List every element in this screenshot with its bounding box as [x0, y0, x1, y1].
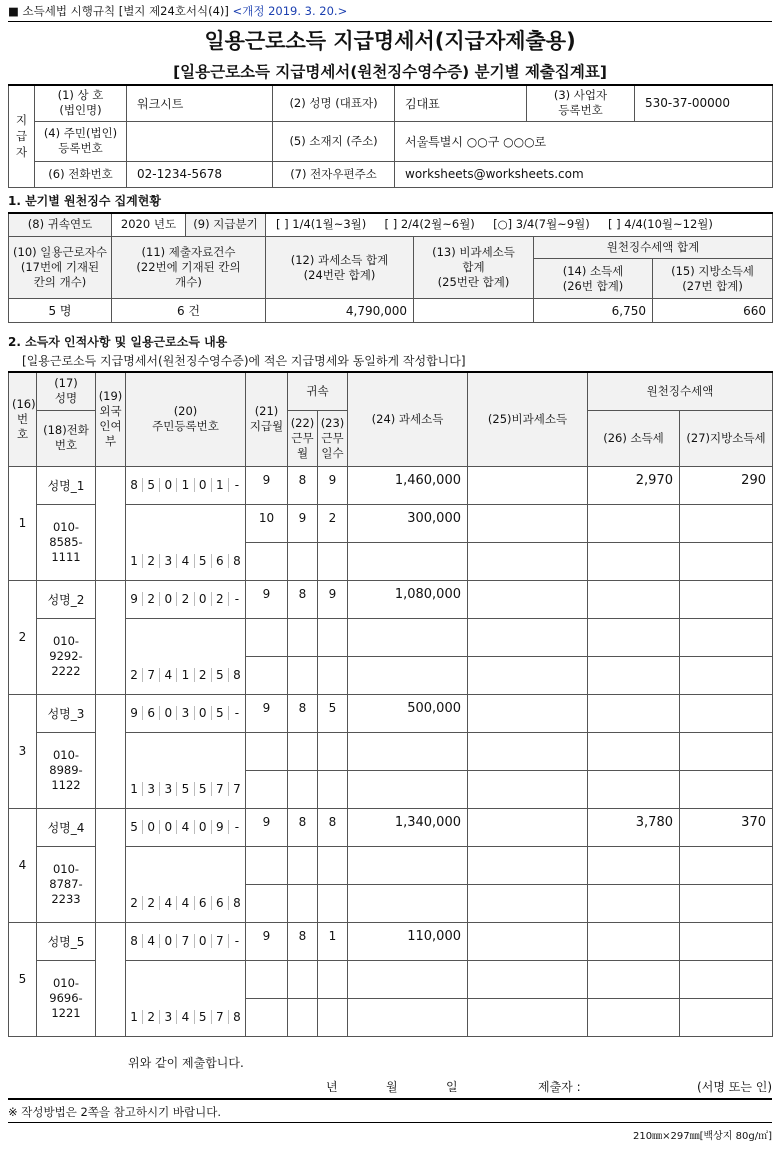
earner-name: 성명_3 [37, 694, 96, 732]
submitter-label: 제출자 : [538, 1080, 581, 1094]
rrn-digit: 7 [211, 1010, 228, 1024]
sign-label[interactable]: (서명 또는 인) [697, 1080, 772, 1094]
nontax-income [468, 884, 588, 922]
work-month [288, 770, 318, 808]
work-month [288, 656, 318, 694]
label-address: (5) 소재지 (주소) [273, 121, 395, 161]
nontax-income [468, 542, 588, 580]
earners-table [8, 371, 773, 1037]
rrn-digit: 7 [142, 668, 159, 682]
rrn-back [126, 618, 246, 694]
local-tax [680, 998, 773, 1036]
rrn-digit: 4 [176, 820, 193, 834]
rrn-front [126, 580, 246, 618]
rrn-digit: 1 [211, 478, 228, 492]
revision-date: <개정 2019. 3. 20.> [232, 4, 348, 18]
pay-month [246, 542, 288, 580]
work-month: 8 [288, 580, 318, 618]
address-value: 서울특별시 ○○구 ○○○로 [395, 121, 773, 161]
label-email: (7) 전자우편주소 [273, 161, 395, 187]
income-tax [588, 504, 680, 542]
payer-side-label: 지급자 [9, 85, 35, 187]
income-tax [588, 732, 680, 770]
rrn-digit: 8 [228, 1010, 245, 1024]
value-11: 6 건 [112, 299, 266, 323]
local-tax: 290 [680, 466, 773, 504]
income-tax [588, 618, 680, 656]
rrn-digit: 6 [211, 554, 228, 568]
work-month [288, 998, 318, 1036]
rrn-digit: 8 [228, 668, 245, 682]
form-title: 일용근로소득 지급명세서(지급자제출용) [204, 29, 576, 53]
work-month [288, 618, 318, 656]
pay-month [246, 998, 288, 1036]
earner-name: 성명_1 [37, 466, 96, 504]
header-26: (26) 소득세 [588, 410, 680, 466]
taxable-income: 300,000 [348, 504, 468, 542]
nontax-income [468, 846, 588, 884]
label-company: (1) 상 호 (법인명) [35, 85, 127, 121]
form-subtitle: [일용근로소득 지급명세서(원천징수영수증) 분기별 제출집계표] [173, 63, 607, 81]
rrn-digit: 2 [142, 1010, 159, 1024]
month-label: 월 [386, 1080, 398, 1094]
work-days: 5 [318, 694, 348, 732]
earner-no: 1 [9, 466, 37, 580]
work-days [318, 770, 348, 808]
rrn-digit: 3 [159, 782, 176, 796]
work-month [288, 732, 318, 770]
rrn-digit: 0 [194, 478, 211, 492]
value-14: 6,750 [534, 299, 653, 323]
rrn-digit: 0 [194, 706, 211, 720]
rrn-digit: 1 [130, 781, 138, 796]
rrn-digit: - [228, 592, 245, 606]
value-13 [414, 299, 534, 323]
nontax-income [468, 694, 588, 732]
pay-month: 9 [246, 466, 288, 504]
work-month: 8 [288, 466, 318, 504]
section1-title: 1. 분기별 원천징수 집계현황 [8, 193, 161, 208]
taxable-income [348, 656, 468, 694]
taxable-income: 500,000 [348, 694, 468, 732]
value-15: 660 [653, 299, 773, 323]
header-10: (10) 일용근로자수 (17번에 기재된 칸의 개수) [9, 237, 112, 299]
work-days: 9 [318, 466, 348, 504]
income-tax [588, 542, 680, 580]
taxable-income [348, 618, 468, 656]
rrn-digit: 4 [176, 896, 193, 910]
rrn-digit: 9 [130, 592, 138, 606]
pay-month [246, 846, 288, 884]
label-quarter: (9) 지급분기 [186, 213, 266, 237]
earner-phone: 010- 9696- 1221 [37, 960, 96, 1036]
taxable-income [348, 542, 468, 580]
value-10: 5 명 [9, 299, 112, 323]
rrn-digit: 1 [130, 1009, 138, 1024]
header-19: (19) 외국 인여 부 [96, 372, 126, 466]
section2-title: 2. 소득자 인적사항 및 일용근로소득 내용 [8, 335, 228, 349]
bizno-value: 530-37-00000 [635, 85, 773, 121]
work-days [318, 846, 348, 884]
pay-month: 9 [246, 694, 288, 732]
rrn-digit: 0 [142, 820, 159, 834]
header-withholding: 원천징수세액 [588, 372, 773, 410]
rrn-digit: 0 [194, 592, 211, 606]
earners-body [9, 466, 773, 1036]
nontax-income [468, 504, 588, 542]
work-days: 1 [318, 922, 348, 960]
rrn-digit: 8 [228, 896, 245, 910]
local-tax [680, 732, 773, 770]
work-month [288, 960, 318, 998]
header-15: (15) 지방소득세 (27번 합계) [653, 259, 773, 299]
quarter-option-2[interactable]: [ ] 2/4(2월~6월) [384, 217, 475, 232]
rrn-digit: 4 [176, 1010, 193, 1024]
header-18: (18)전화 번호 [37, 410, 96, 466]
nontax-income [468, 998, 588, 1036]
nontax-income [468, 466, 588, 504]
pay-month [246, 770, 288, 808]
local-tax: 370 [680, 808, 773, 846]
rrn-digit: 9 [211, 820, 228, 834]
taxable-income: 1,340,000 [348, 808, 468, 846]
rrn-digit: 8 [228, 554, 245, 568]
earner-foreigner [96, 922, 126, 1036]
rrn-digit: - [228, 820, 245, 834]
earner-phone: 010- 8585- 1111 [37, 504, 96, 580]
rrn-digit: 5 [194, 782, 211, 796]
regulation-line [8, 0, 772, 22]
taxable-income: 1,080,000 [348, 580, 468, 618]
quarter-options [266, 213, 773, 237]
earner-foreigner [96, 466, 126, 580]
rrn-digit: 0 [194, 820, 211, 834]
rrn-digit: 5 [211, 706, 228, 720]
rep-name-value: 김대표 [395, 85, 527, 121]
earner-phone: 010- 8989- 1122 [37, 732, 96, 808]
rrn-digit: 5 [176, 782, 193, 796]
value-12: 4,790,000 [266, 299, 414, 323]
rrn-digit: 9 [130, 706, 138, 720]
rrn-digit: 1 [130, 553, 138, 568]
earner-row [9, 694, 773, 732]
regulation-text: ■ 소득세법 시행규칙 [별지 제24호서식(4)] [8, 4, 229, 18]
earner-foreigner [96, 808, 126, 922]
pay-month [246, 732, 288, 770]
rrn-front [126, 466, 246, 504]
rrn-digit: 0 [159, 820, 176, 834]
header-11: (11) 제출자료건수 (22번에 기재된 칸의 개수) [112, 237, 266, 299]
income-tax [588, 656, 680, 694]
quarter-option-1[interactable]: [ ] 1/4(1월~3월) [276, 217, 367, 232]
taxable-income: 110,000 [348, 922, 468, 960]
work-days: 2 [318, 504, 348, 542]
rrn-digit: 4 [176, 554, 193, 568]
rrn-digit: 7 [211, 934, 228, 948]
phone-value: 02-1234-5678 [127, 161, 273, 187]
rrn-digit: 5 [194, 1010, 211, 1024]
income-tax: 2,970 [588, 466, 680, 504]
rrn-digit: 8 [130, 478, 138, 492]
pay-month: 9 [246, 808, 288, 846]
pay-month [246, 618, 288, 656]
rrn-back [126, 504, 246, 580]
taxable-income [348, 732, 468, 770]
rrn-digit: 3 [142, 782, 159, 796]
income-tax [588, 998, 680, 1036]
rrn-digit: 5 [211, 668, 228, 682]
rrn-back [126, 960, 246, 1036]
rrn-digit: 2 [194, 668, 211, 682]
work-days [318, 884, 348, 922]
rrn-digit: 2 [142, 896, 159, 910]
quarter-option-3[interactable]: [○] 3/4(7월~9월) [493, 217, 590, 232]
header-14: (14) 소득세 (26번 합계) [534, 259, 653, 299]
section2-note: [일용근로소득 지급명세서(원천징수영수증)에 적은 지급명세와 동일하게 작성합니다] [22, 354, 466, 368]
local-tax [680, 884, 773, 922]
payer-table [8, 84, 773, 188]
label-bizno: (3) 사업자 등록번호 [527, 85, 635, 121]
rrn-digit: 0 [159, 478, 176, 492]
rrn-digit: 5 [194, 554, 211, 568]
nontax-income [468, 960, 588, 998]
regno-value [127, 121, 273, 161]
nontax-income [468, 922, 588, 960]
work-month: 8 [288, 808, 318, 846]
nontax-income [468, 656, 588, 694]
income-tax [588, 846, 680, 884]
rrn-digit: 3 [159, 1010, 176, 1024]
earner-phone: 010- 8787- 2233 [37, 846, 96, 922]
rrn-digit: 0 [194, 934, 211, 948]
rrn-digit: 4 [142, 934, 159, 948]
taxable-income [348, 846, 468, 884]
rrn-digit: 2 [142, 554, 159, 568]
rrn-digit: 3 [176, 706, 193, 720]
income-tax [588, 884, 680, 922]
income-tax [588, 960, 680, 998]
rrn-digit: - [228, 478, 245, 492]
rrn-digit: 6 [194, 896, 211, 910]
earner-no: 3 [9, 694, 37, 808]
rrn-back [126, 846, 246, 922]
local-tax [680, 504, 773, 542]
header-17: (17) 성명 [37, 372, 96, 410]
rrn-digit: 4 [159, 668, 176, 682]
pay-month [246, 960, 288, 998]
work-month [288, 884, 318, 922]
header-13: (13) 비과세소득 합계 (25번란 합계) [414, 237, 534, 299]
income-tax [588, 770, 680, 808]
year-label: 년 [326, 1080, 338, 1094]
taxable-income: 1,460,000 [348, 466, 468, 504]
header-withholding-total: 원천징수세액 합계 [534, 237, 773, 259]
label-rep-name: (2) 성명 (대표자) [273, 85, 395, 121]
earner-name: 성명_5 [37, 922, 96, 960]
earner-no: 4 [9, 808, 37, 922]
income-tax [588, 694, 680, 732]
local-tax [680, 770, 773, 808]
rrn-digit: 6 [211, 896, 228, 910]
income-tax: 3,780 [588, 808, 680, 846]
work-days: 8 [318, 808, 348, 846]
rrn-digit: 7 [211, 782, 228, 796]
rrn-digit: 7 [228, 782, 245, 796]
rrn-digit: - [228, 706, 245, 720]
nontax-income [468, 618, 588, 656]
nontax-income [468, 580, 588, 618]
local-tax [680, 922, 773, 960]
nontax-income [468, 732, 588, 770]
company-value: 워크시트 [127, 85, 273, 121]
pay-month [246, 884, 288, 922]
rrn-digit: 6 [142, 706, 159, 720]
rrn-digit: 2 [130, 667, 138, 682]
email-value: worksheets@worksheets.com [395, 161, 773, 187]
income-tax [588, 580, 680, 618]
earner-row [9, 922, 773, 960]
submit-text: 위와 같이 제출합니다. [128, 1056, 244, 1070]
earner-name: 성명_4 [37, 808, 96, 846]
rrn-digit: 3 [159, 554, 176, 568]
header-16: (16) 번 호 [9, 372, 37, 466]
earner-foreigner [96, 694, 126, 808]
header-21: (21) 지급월 [246, 372, 288, 466]
pay-month [246, 656, 288, 694]
header-12: (12) 과세소득 합계 (24번란 합계) [266, 237, 414, 299]
work-month: 8 [288, 922, 318, 960]
rrn-front [126, 694, 246, 732]
earner-name: 성명_2 [37, 580, 96, 618]
work-month: 8 [288, 694, 318, 732]
earner-row [9, 466, 773, 504]
rrn-front [126, 922, 246, 960]
header-27: (27)지방소득세 [680, 410, 773, 466]
rrn-back [126, 732, 246, 808]
rrn-front [126, 808, 246, 846]
local-tax [680, 618, 773, 656]
rrn-digit: 5 [130, 820, 138, 834]
work-month: 9 [288, 504, 318, 542]
taxable-income [348, 884, 468, 922]
rrn-digit: 0 [159, 706, 176, 720]
nontax-income [468, 808, 588, 846]
label-phone: (6) 전화번호 [35, 161, 127, 187]
rrn-digit: 2 [211, 592, 228, 606]
taxable-income [348, 960, 468, 998]
rrn-digit: 4 [159, 896, 176, 910]
summary-table [8, 212, 773, 324]
header-20: (20) 주민등록번호 [126, 372, 246, 466]
rrn-digit: 2 [130, 895, 138, 910]
header-25: (25)비과세소득 [468, 372, 588, 466]
rrn-digit: 0 [159, 592, 176, 606]
header-23: (23) 근무 일수 [318, 410, 348, 466]
work-days [318, 618, 348, 656]
label-regno: (4) 주민(법인) 등록번호 [35, 121, 127, 161]
work-days [318, 542, 348, 580]
rrn-digit: 1 [176, 478, 193, 492]
pay-month: 10 [246, 504, 288, 542]
work-days [318, 998, 348, 1036]
header-belong: 귀속 [288, 372, 348, 410]
pay-month: 9 [246, 922, 288, 960]
earner-foreigner [96, 580, 126, 694]
taxable-income [348, 770, 468, 808]
income-tax [588, 922, 680, 960]
rrn-digit: 2 [176, 592, 193, 606]
local-tax [680, 542, 773, 580]
header-22: (22) 근무 월 [288, 410, 318, 466]
earner-no: 5 [9, 922, 37, 1036]
rrn-digit: 7 [176, 934, 193, 948]
nontax-income [468, 770, 588, 808]
day-label: 일 [446, 1080, 458, 1094]
work-month [288, 542, 318, 580]
rrn-digit: 2 [142, 592, 159, 606]
date-sign-line [8, 1076, 772, 1098]
taxable-income [348, 998, 468, 1036]
local-tax [680, 694, 773, 732]
rrn-digit: 5 [142, 478, 159, 492]
rrn-digit: - [228, 934, 245, 948]
rrn-digit: 1 [176, 668, 193, 682]
work-days [318, 960, 348, 998]
work-days [318, 656, 348, 694]
work-month [288, 846, 318, 884]
local-tax [680, 960, 773, 998]
local-tax [680, 846, 773, 884]
local-tax [680, 580, 773, 618]
label-year: (8) 귀속연도 [9, 213, 112, 237]
earner-no: 2 [9, 580, 37, 694]
year-value: 2020 년도 [112, 213, 186, 237]
earner-row [9, 808, 773, 846]
quarter-option-4[interactable]: [ ] 4/4(10월~12월) [608, 217, 713, 232]
earner-row [9, 580, 773, 618]
rrn-digit: 8 [130, 934, 138, 948]
rrn-digit: 0 [159, 934, 176, 948]
work-days [318, 732, 348, 770]
header-24: (24) 과세소득 [348, 372, 468, 466]
footer-note: ※ 작성방법은 2쪽을 참고하시기 바랍니다. [8, 1098, 772, 1122]
local-tax [680, 656, 773, 694]
earner-phone: 010- 9292- 2222 [37, 618, 96, 694]
pay-month: 9 [246, 580, 288, 618]
work-days: 9 [318, 580, 348, 618]
paper-spec: 210㎜×297㎜[백상지 80g/㎡] [8, 1122, 772, 1146]
